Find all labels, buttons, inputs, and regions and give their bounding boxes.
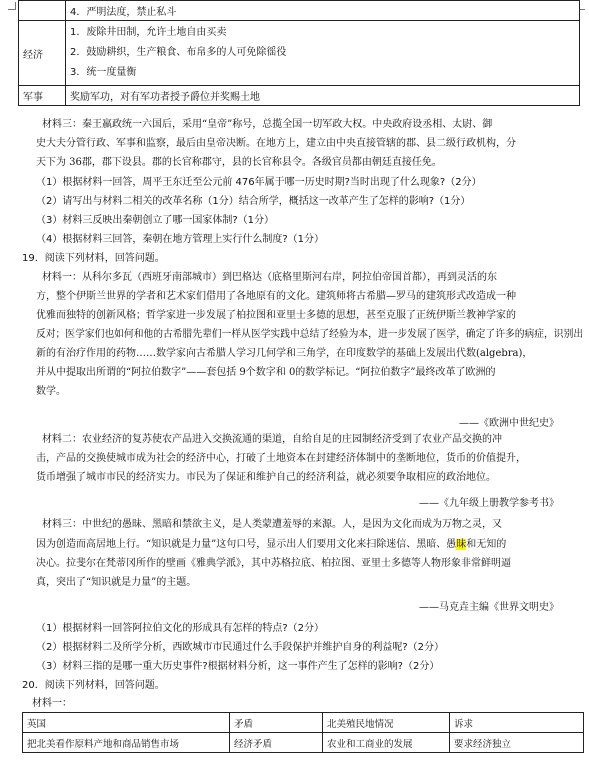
material-table: [22, 712, 584, 753]
table-cell-economy: [66, 21, 580, 86]
source-citation: ——《欧洲中世纪史》: [459, 418, 559, 429]
question-item: （1）根据材料一回答阿拉伯文化的形成具有怎样的特点?（2分）: [36, 623, 325, 634]
table-header: 北美殖民地情况: [323, 713, 450, 733]
material-3-line: 史大夫分管行政、军事和监察，最后由皇帝决断。在地方上，建立由中央直接管辖的郡、县二级行政机构，分: [36, 138, 516, 149]
table-header: 诉求: [450, 713, 584, 733]
table-cell: 农业和工商业的发展: [323, 733, 450, 753]
reform-table: [18, 0, 580, 106]
crop-mark: [8, 2, 16, 10]
source-citation: ——《九年级上册教学参考书》: [419, 498, 559, 509]
table-list-item: 1．废除井田制，允许土地自由买卖: [70, 27, 227, 38]
question-item: （3）材料三指的是哪一重大历史事件?根据材料分析，这一事件产生了怎样的影响?（2分）: [36, 661, 440, 672]
text-run: 和无知的: [466, 539, 507, 550]
table-row: [23, 713, 584, 733]
material-3-line: [36, 538, 506, 552]
material-2-line: 货币增强了城市市民的经济实力。市民为了保证和维护自己的经济利益，就必须要争取相应的政治地位。: [36, 472, 496, 483]
question-item: （4）根据材料三回答，秦朝在地方管理上实行什么制度?（1分）: [36, 234, 325, 245]
material-label: 材料一：: [32, 698, 72, 709]
table-category-economy: 经济: [19, 21, 66, 86]
material-1-line: 反对；医学家们也如何和他的古希腊先辈们一样从医学实践中总结了经验为本，进一步发展了医学，确定了许多的病症，识别出: [36, 329, 584, 340]
table-cell-empty: [19, 1, 66, 21]
table-category-military: 军事: [19, 86, 66, 106]
table-cell: 经济矛盾: [230, 733, 323, 753]
table-cell: 要求经济独立: [450, 733, 584, 753]
table-list-item: 2．鼓励耕织，生产粮食、布帛多的人可免除徭役: [70, 47, 287, 58]
material-3-line: 材料三：中世纪的愚昧、黑暗和禁欲主义，是人类蒙遭羞辱的来源。人，是因为文化而成为万物之灵，又: [42, 519, 502, 530]
question-title: 19．阅读下列材料，回答问题。: [22, 253, 165, 264]
table-row: [23, 733, 584, 753]
material-1-line: 方，整个伊斯兰世界的学者和艺术家们借用了各地原有的文化。建筑师将古希腊—罗马的建筑形式改造成一种: [36, 291, 516, 302]
table-cell-military: 奖励军功，对有军功者授予爵位并奖赐土地: [66, 86, 580, 106]
text-run: 因为创造而高居地上行。“知识就是力量”这句口号，显示出人们要用文化来扫除迷信、黑暗、愚: [36, 539, 457, 550]
material-3-line: 真，突出了“知识就是力量”的主题。: [36, 577, 197, 588]
material-1-line: 材料一：从科尔多瓦（西班牙南部城市）到巴格达（底格里斯河右岸，阿拉伯帝国首都），再到灵活的东: [42, 272, 497, 283]
question-item: （1）根据材料一回答，周平王东迁至公元前 476年属于哪一历史时期?当时出现了什么现象?（2分）: [36, 177, 482, 188]
question-item: （2）请写出与材料二相关的改革名称（1分）结合所学，概括这一改革产生了怎样的影响?（1分）: [36, 196, 471, 207]
highlighted-text: 昧: [456, 539, 467, 550]
material-1-line: 新的有治疗作用的药物……数学家向古希腊人学习几何学和三角学，在印度数学的基础上发展出代数(algebra)，: [36, 348, 533, 359]
table-cell: 4．严明法度，禁止私斗: [66, 1, 580, 21]
source-citation: ——马克垚主编《世界文明史》: [419, 602, 559, 613]
table-header: 英国: [23, 713, 230, 733]
question-item: （3）材料三反映出秦朝创立了哪一国家体制?（1分）: [36, 215, 275, 226]
material-1-line: 并从中提取出所谓的“阿拉伯数字”——套包括 9个数字和 0的数学标记。“阿拉伯数字”最终改革了欧洲的: [36, 367, 496, 378]
material-3-line: 决心。拉斐尔在梵蒂冈所作的壁画《雅典学派》，其中苏格拉底、柏拉图、亚里士多德等人物形象非常鲜明逼: [36, 558, 511, 569]
table-cell: 把北美看作原料产地和商品销售市场: [23, 733, 230, 753]
material-2-line: 击，产品的交换使城市成为社会的经济中心，打破了土地资本在封建经济体制中的垄断地位，货币的价值提升，: [36, 453, 526, 464]
material-2-line: 材料二：农业经济的复苏使农产品进入交换流通的渠道，自给自足的庄园制经济受到了农业产品交换的冲: [42, 434, 502, 445]
material-1-line: 优雅而独特的创新风格；哲学家进一步发展了柏拉图和亚里士多德的思想，甚至克服了正统伊斯兰教神学家的: [36, 310, 516, 321]
material-1-line: 数学。: [36, 386, 66, 397]
table-header: 矛盾: [230, 713, 323, 733]
question-title: 20．阅读下列材料，回答问题。: [22, 680, 165, 691]
question-item: （2）根据材料二及所学分析，西欧城市市民通过什么手段保护并维护自身的利益呢?（2分）: [36, 642, 445, 653]
table-list-item: 3．统一度量衡: [70, 67, 137, 78]
material-3-line: 天下为 36郡，郡下设县。郡的长官称郡守，县的长官称县令。各级官员都由朝廷直接任免。: [36, 157, 442, 168]
material-3-line: 材料三：秦王嬴政统一六国后，采用“皇帝”称号，总揽全国一切军政大权。中央政府设丞相、太尉、御: [42, 119, 493, 130]
